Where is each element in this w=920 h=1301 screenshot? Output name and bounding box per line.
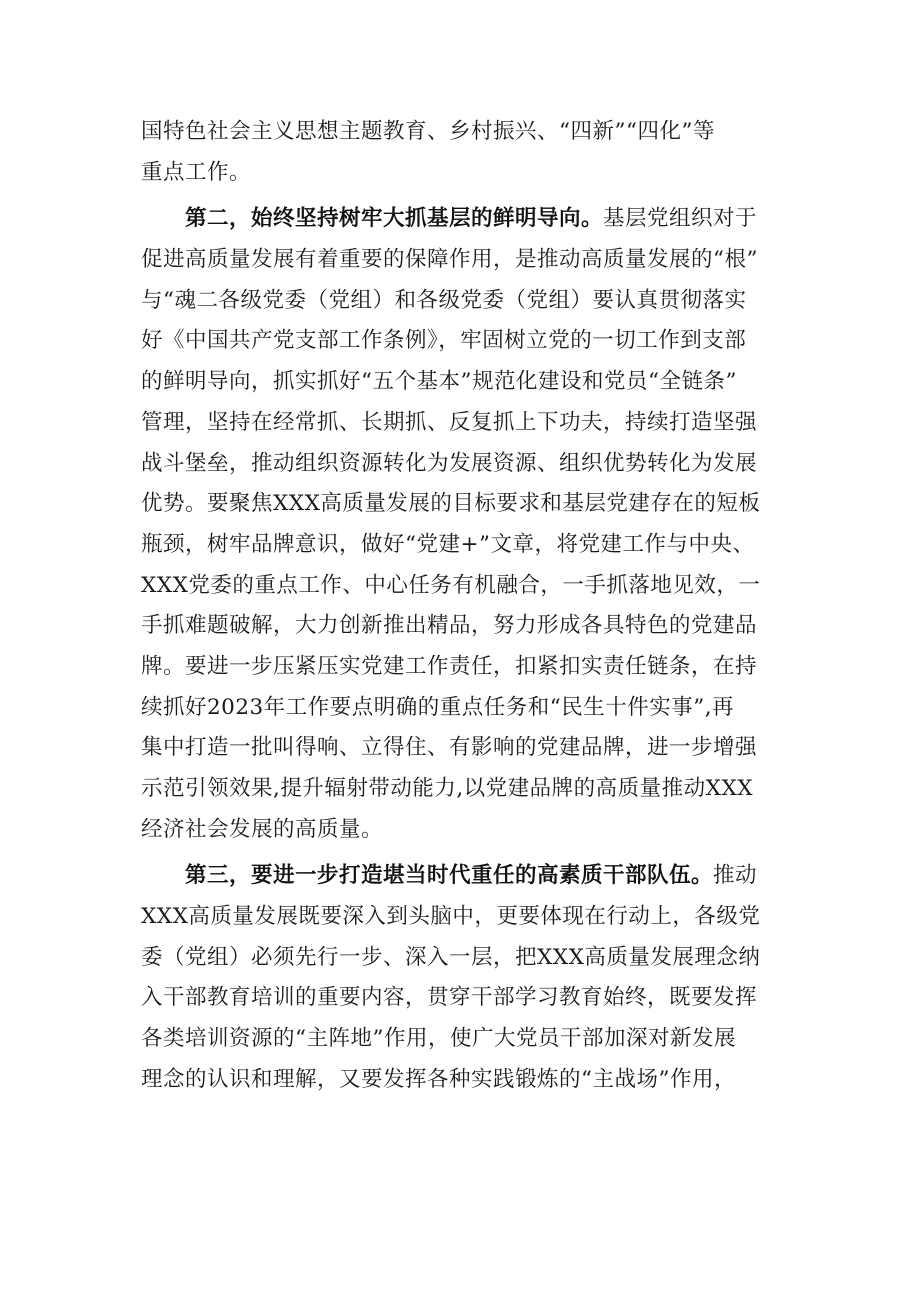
- text-line: 示范引领效果,提升辐射带动能力,以党建品牌的高质量推动XXX: [141, 776, 754, 801]
- text-line: 与“魂二各级党委（党组）和各级党委（党组）要认真贯彻落实: [141, 287, 747, 313]
- text-line: 续抓好2023年工作要点明确的重点任务和“民生十件实事”,再: [141, 694, 735, 720]
- paragraph-third: [141, 856, 791, 1100]
- text-line: 理念的认识和理解，又要发挥各种实践锻炼的“主战场”作用，: [141, 1066, 736, 1092]
- text-line: 的鲜明导向，抓实抓好“五个基本”规范化建设和党员“全链条”: [141, 369, 737, 395]
- paragraph-first-line: [141, 199, 791, 240]
- text-line: 集中打造一批叫得响、立得住、有影响的党建品牌，进一步增强: [141, 735, 758, 761]
- paragraph-heading: 第二，始终坚持树牢大抓基层的鲜明导向。: [185, 206, 604, 232]
- text-line: 重点工作。: [141, 159, 252, 185]
- text-line: 促进高质量发展有着重要的保障作用，是推动高质量发展的“根”: [141, 247, 758, 273]
- text-line: 瓶颈，树牢品牌意识，做好“党建+”文章，将党建工作与中央、: [141, 531, 755, 557]
- text-line: XXX高质量发展既要深入到头脑中，更要体现在行动上，各级党: [141, 904, 761, 930]
- text-line: 国特色社会主义思想主题教育、乡村振兴、“四新”“四化”等: [141, 119, 715, 144]
- paragraph-continuation: [141, 112, 791, 193]
- document-body: [141, 112, 791, 1101]
- paragraph-first-line: [141, 856, 791, 897]
- text-line: 好《中国共产党支部工作条例》，牢固树立党的一切工作到支部: [141, 328, 747, 354]
- text-line: 管理，坚持在经常抓、长期抓、反复抓上下功夫，持续打造坚强: [141, 409, 758, 435]
- text-line: 经济社会发展的高质量。: [141, 816, 384, 842]
- text-line: 入干部教育培训的重要内容，贯穿干部学习教育始终，既要发挥: [141, 985, 758, 1011]
- paragraph-second: [141, 199, 791, 850]
- text-line: 手抓难题破解，大力创新推出精品，努力形成各具特色的党建品: [141, 613, 758, 639]
- text-line: 牌。要进一步压紧压实党建工作责任，扣紧扣实责任链条，在持: [141, 653, 758, 679]
- text-line: XXX党委的重点工作、中心任务有机融合，一手抓落地见效，一: [141, 572, 761, 598]
- paragraph-heading: 第三，要进一步打造堪当时代重任的高素质干部队伍。: [185, 863, 714, 889]
- text-line: 战斗堡垒，推动组织资源转化为发展资源、组织优势转化为发展: [141, 450, 758, 476]
- paragraph-text: 推动: [713, 863, 758, 889]
- paragraph-text: 基层党组织对于: [603, 206, 758, 232]
- text-line: 优势。要聚焦XXX高质量发展的目标要求和基层党建存在的短板: [141, 491, 761, 517]
- text-line: 委（党组）必须先行一步、深入一层，把XXX高质量发展理念纳: [141, 944, 761, 970]
- text-line: 各类培训资源的“主阵地”作用，使广大党员干部加深对新发展: [141, 1026, 736, 1052]
